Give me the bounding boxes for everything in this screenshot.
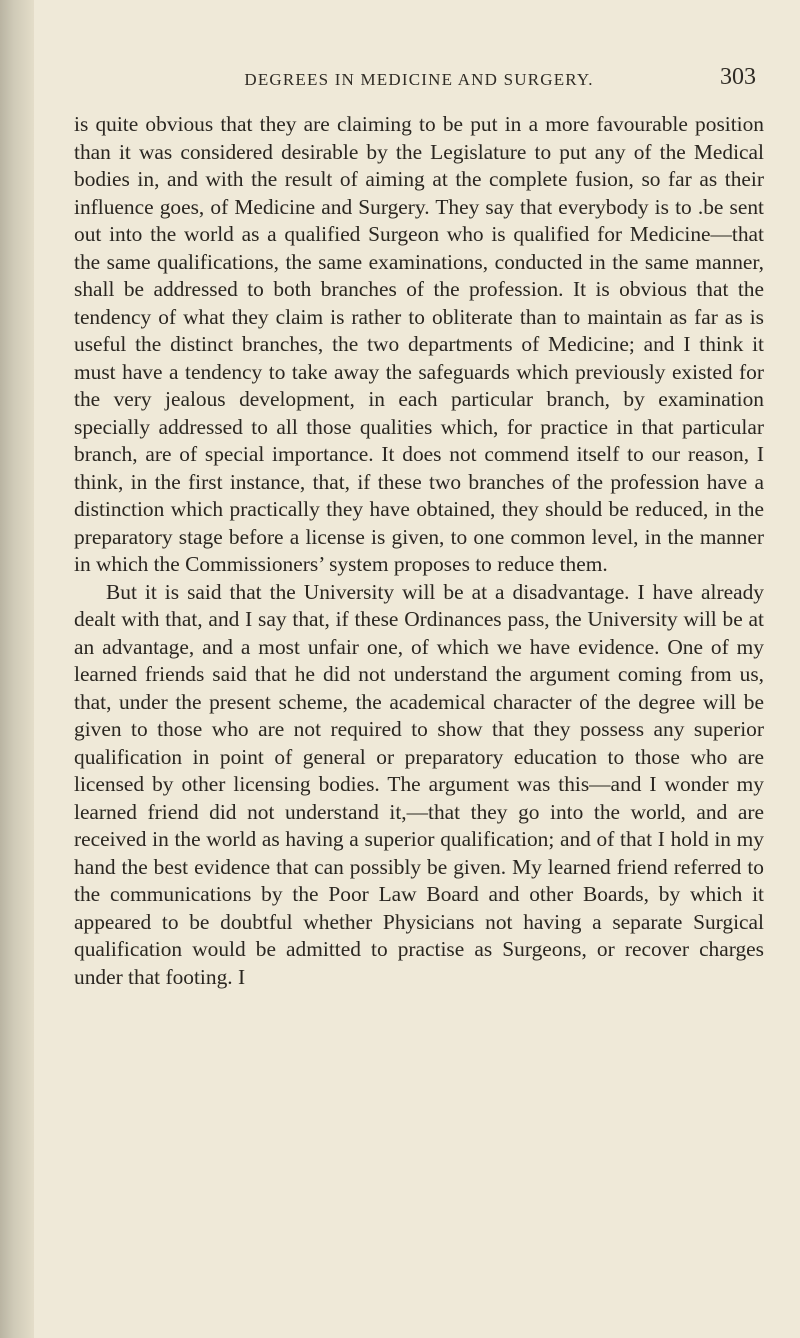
book-page bbox=[34, 0, 800, 1338]
paragraph: But it is said that the University will be at a disadvantage. I have already dealt with that, and I say that, if these Ordinances pass, the University will be at an advantage, and a most unfair one, of which we have evidence. One of my learned friends said that he did not understand the argument coming from us, that, under the present scheme, the academical character of the degree will be given to those who are not required to show that they possess any superior qualification in point of general or preparatory education to those who are licensed by other licensing bodies. The argument was this—and I wonder my learned friend did not understand it,—that they go into the world, and are received in the world as having a superior qualification; and of that I hold in my hand the best evidence that can possibly be given. My learned friend referred to the communications by the Poor Law Board and other Boards, by which it appeared to be doubtful whether Physicians not having a separate Surgical qualification would be admitted to practise as Surgeons, or recover charges under that footing. I bbox=[74, 579, 764, 989]
page-header bbox=[74, 64, 764, 100]
body-text bbox=[74, 111, 764, 991]
binding-gutter bbox=[0, 0, 34, 1338]
running-head: DEGREES IN MEDICINE AND SURGERY. bbox=[244, 70, 594, 89]
paragraph-continued: is quite obvious that they are claiming to be put in a more favourable position than it was considered desirable by the Legislature to put any of the Medical bodies in, and with the result of aiming at the complete fusion, so far as their influence goes, of Medicine and Surgery. They say that everybody is to .be sent out into the world as a qualified Surgeon who is qualified for Medicine—that the same qualifications, the same examinations, conducted in the same manner, shall be addressed to both branches of the profession. It is obvious that the tendency of what they claim is rather to obliterate than to maintain as far as is useful the distinct branches, the two departments of Medicine; and I think it must have a tendency to take away the safeguards which previously existed for the very jealous development, in each particular branch, by examination specially addressed to all those qualities which, for practice in that particular branch, are of special importance. It does not commend itself to our reason, I think, in the first instance, that, if these two branches of the profession have a distinction which practically they have obtained, they should be reduced, in the preparatory stage before a license is given, to one common level, in the manner in which the Commissioners’ system proposes to reduce them. bbox=[74, 112, 764, 576]
page-number: 303 bbox=[720, 64, 756, 90]
